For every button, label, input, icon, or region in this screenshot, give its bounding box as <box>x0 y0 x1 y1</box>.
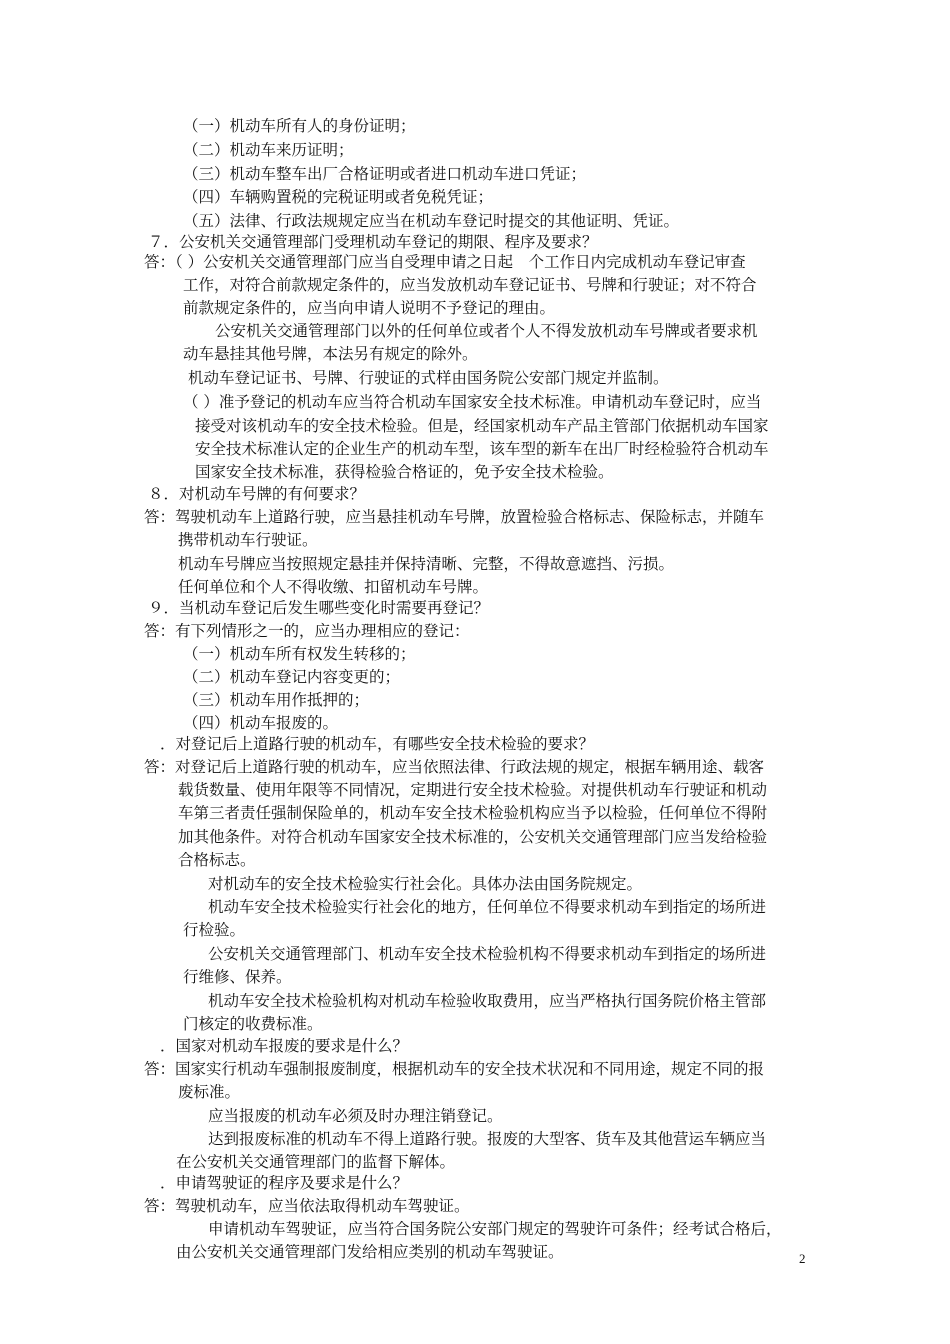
question-heading: ．国家对机动车报废的要求是什么？ <box>160 1037 409 1055</box>
answer-line: 答：有下列情形之一的，应当办理相应的登记： <box>144 622 470 640</box>
text-line: 门核定的收费标准。 <box>183 1015 323 1033</box>
question-heading: ９．当机动车登记后发生哪些变化时需要再登记？ <box>148 599 490 617</box>
text-line: 机动车安全技术检验机构对机动车检验收取费用，应当严格执行国务院价格主管部 <box>208 992 767 1010</box>
text-line: （二）机动车登记内容变更的； <box>183 668 401 686</box>
text-line: 行维修、保养。 <box>183 968 292 986</box>
text-line: 达到报废标准的机动车不得上道路行驶。报废的大型客、货车及其他营运车辆应当 <box>208 1130 767 1148</box>
text-line: 安全技术标准认定的企业生产的机动车型，该车型的新车在出厂时经检验符合机动车 <box>195 440 769 458</box>
answer-line: 答：驾驶机动车，应当依法取得机动车驾驶证。 <box>144 1197 470 1215</box>
text-line: 携带机动车行驶证。 <box>178 531 318 549</box>
question-heading: ．申请驾驶证的程序及要求是什么？ <box>160 1174 409 1192</box>
text-line: 机动车安全技术检验实行社会化的地方，任何单位不得要求机动车到指定的场所进 <box>208 898 767 916</box>
text-line: 废标准。 <box>178 1083 241 1101</box>
answer-line: 答：（ ）公安机关交通管理部门应当自受理申请之日起 个工作日内完成机动车登记审查 <box>144 253 746 271</box>
question-heading: ７．公安机关交通管理部门受理机动车登记的期限、程序及要求？ <box>148 233 598 251</box>
answer-line: 答：驾驶机动车上道路行驶，应当悬挂机动车号牌，放置检验合格标志、保险标志，并随车 <box>144 508 765 526</box>
text-line: （四）车辆购置税的完税证明或者免税凭证； <box>183 188 494 206</box>
answer-line: 答：对登记后上道路行驶的机动车，应当依照法律、行政法规的规定，根据车辆用途、载客 <box>144 758 765 776</box>
text-line: 动车悬挂其他号牌，本法另有规定的除外。 <box>183 345 478 363</box>
text-line: 对机动车的安全技术检验实行社会化。具体办法由国务院规定。 <box>208 875 643 893</box>
text-line: 机动车号牌应当按照规定悬挂并保持清晰、完整，不得故意遮挡、污损。 <box>178 555 675 573</box>
text-line: （四）机动车报废的。 <box>183 714 339 732</box>
text-line: （ ）准予登记的机动车应当符合机动车国家安全技术标准。申请机动车登记时，应当 <box>183 393 762 411</box>
text-line: 合格标志。 <box>178 851 256 869</box>
text-line: 应当报废的机动车必须及时办理注销登记。 <box>208 1107 503 1125</box>
text-line: （二）机动车来历证明； <box>183 141 354 159</box>
text-line: （五）法律、行政法规规定应当在机动车登记时提交的其他证明、凭证。 <box>183 212 680 230</box>
text-line: （一）机动车所有人的身份证明； <box>183 117 416 135</box>
text-line: 公安机关交通管理部门、机动车安全技术检验机构不得要求机动车到指定的场所进 <box>208 945 767 963</box>
text-line: 由公安机关交通管理部门发给相应类别的机动车驾驶证。 <box>176 1243 564 1261</box>
answer-line: 答：国家实行机动车强制报废制度，根据机动车的安全技术状况和不同用途，规定不同的报 <box>144 1060 765 1078</box>
text-line: 载货数量、使用年限等不同情况，定期进行安全技术检验。对提供机动车行驶证和机动 <box>178 781 768 799</box>
text-line: 国家安全技术标准，获得检验合格证的，免予安全技术检验。 <box>195 463 614 481</box>
text-line: 车第三者责任强制保险单的，机动车安全技术检验机构应当予以检验，任何单位不得附 <box>178 804 768 822</box>
text-line: 接受对该机动车的安全技术检验。但是，经国家机动车产品主管部门依据机动车国家 <box>195 417 769 435</box>
text-line: 任何单位和个人不得收缴、扣留机动车号牌。 <box>178 578 489 596</box>
text-line: 行检验。 <box>183 921 246 939</box>
text-line: 公安机关交通管理部门以外的任何单位或者个人不得发放机动车号牌或者要求机 <box>215 322 758 340</box>
text-line: 工作，对符合前款规定条件的，应当发放机动车登记证书、号牌和行驶证；对不符合 <box>183 276 757 294</box>
text-line: 申请机动车驾驶证，应当符合国务院公安部门规定的驾驶许可条件；经考试合格后， <box>208 1220 782 1238</box>
text-line: 加其他条件。对符合机动车国家安全技术标准的，公安机关交通管理部门应当发给检验 <box>178 828 768 846</box>
text-line: （一）机动车所有权发生转移的； <box>183 645 416 663</box>
text-line: （三）机动车整车出厂合格证明或者进口机动车进口凭证； <box>183 165 587 183</box>
text-line: 在公安机关交通管理部门的监督下解体。 <box>176 1153 456 1171</box>
page-number: 2 <box>799 1251 806 1266</box>
question-heading: ８．对机动车号牌的有何要求？ <box>148 485 366 503</box>
question-heading: ．对登记后上道路行驶的机动车，有哪些安全技术检验的要求？ <box>160 735 595 753</box>
text-line: 机动车登记证书、号牌、行驶证的式样由国务院公安部门规定并监制。 <box>188 369 669 387</box>
text-line: （三）机动车用作抵押的； <box>183 691 370 709</box>
text-line: 前款规定条件的，应当向申请人说明不予登记的理由。 <box>183 299 556 317</box>
